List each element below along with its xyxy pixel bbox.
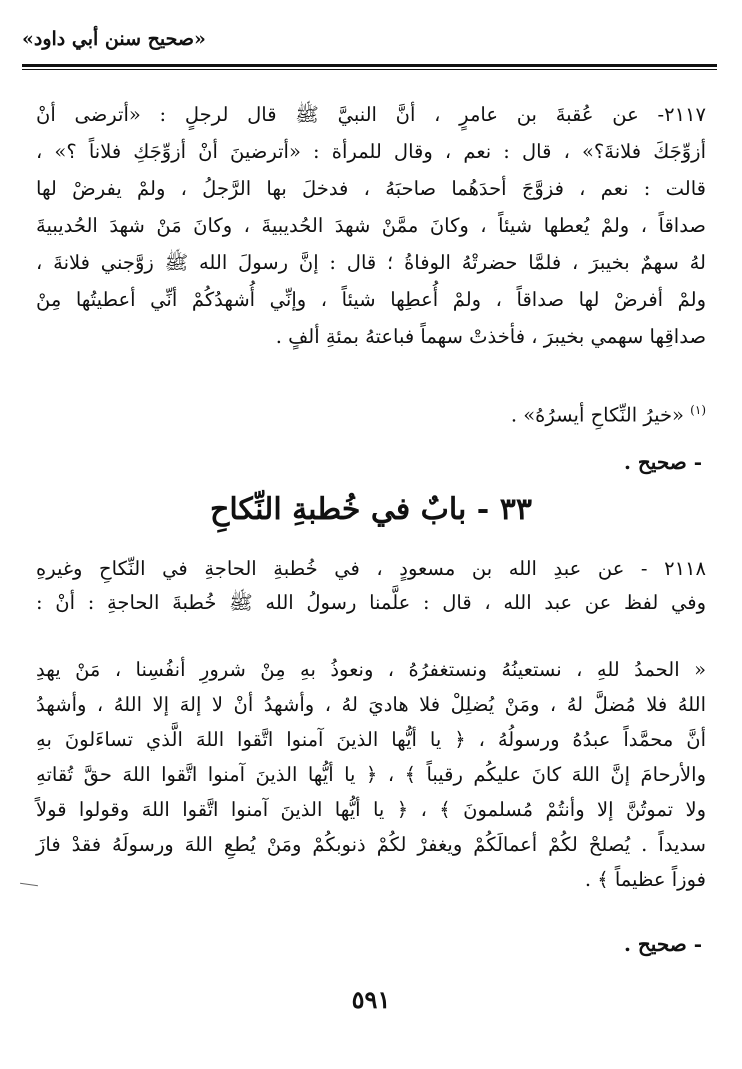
chapter-heading: ٣٣ - بابٌ في خُطبةِ النِّكاحِ — [210, 492, 532, 527]
hadith-line: لهُ سهمٌ بخيبرَ ، فلمَّا حضرتْهُ الوفاةُ ؛ قال : إنَّ رسولَ الله ﷺ زوَّجني فلانةَ ، — [36, 251, 706, 274]
sermon-line: سديداً . يُصلحْ لكُمْ أعمالَكُمْ ويغفرْ لكُمْ ذنوبكُمْ ومَنْ يُطعِ اللهَ ورسولَهُ فقدْ فازَ — [36, 833, 706, 856]
hadith-line: ٢١١٧- عن عُقبةَ بن عامرٍ ، أنَّ النبيَّ ﷺ قال لرجلٍ : «أترضى أنْ — [36, 103, 706, 126]
hadith-line: صداقاً ، ولمْ يُعطها شيئاً ، وكانَ ممَّنْ شهدَ الحُديبيةَ ، وكانَ مَنْ شهدَ الحُديبيةَ — [36, 214, 706, 237]
hadith-line: ولمْ أفرضْ لها صداقاً ، ولمْ أُعطِها شيئاً ، وإنِّي أُشهدُكُمْ أنِّي أعطيتُها مِنْ — [36, 288, 706, 311]
header-rule-thin — [22, 69, 717, 70]
hadith-line: صداقِها سهمي بخيبرَ ، فأخذتْ سهماً فباعتهُ بمئةِ ألفٍ . — [275, 325, 706, 348]
hadith-line: ٢١١٨ - عن عبدِ الله بن مسعودٍ ، في خُطبةِ الحاجةِ في النِّكاحِ وغيرهِ — [36, 557, 706, 580]
note-mark: (١) — [690, 403, 706, 417]
hadith-line: أزوِّجَكَ فلانةَ؟» ، قال : نعم ، وقال للمرأة : «أترضينَ أنْ أزوِّجَكِ فلاناً ؟» ، — [36, 140, 706, 163]
page-number: ٥٩١ — [351, 985, 391, 1014]
hadith-line: وفي لفظ عن عبد الله ، قال : علَّمنا رسولُ الله ﷺ خُطبةَ الحاجةِ : أنْ : — [36, 591, 706, 614]
sermon-line: أنَّ محمَّداً عبدُهُ ورسولُهُ ، ﴿ يا أيُّها الذينَ آمنوا اتَّقوا اللهَ الَّذي تساءَلونَ بهِ — [36, 728, 706, 751]
sermon-line: « الحمدُ للهِ ، نستعينُهُ ونستغفرُهُ ، ونعوذُ بهِ مِنْ شرورِ أنفُسِنا ، مَنْ يهدِ — [36, 658, 706, 681]
hadith-line: قالت : نعم ، فزوَّجَ أحدَهُما صاحبَهُ ، فدخلَ بها الرَّجلُ ، ولمْ يفرضْ لها — [36, 177, 706, 200]
sermon-line: اللهُ فلا مُضلَّ لهُ ، ومَنْ يُضلِلْ فلا هاديَ لهُ ، وأشهدُ أنْ لا إلهَ إلا اللهُ ، وأشهدُ — [36, 693, 706, 716]
sermon-of-need-text — [36, 652, 706, 897]
hadith-2118-grade: - صحيح . — [623, 932, 702, 956]
note-text: «خيرُ النِّكاحِ أيسرُهُ» . — [510, 403, 684, 427]
hadith-2117-note — [511, 403, 706, 427]
sermon-line: والأرحامَ إنَّ اللهَ كانَ عليكُم رقيباً ﴾ ، ﴿ يا أيُّها الذينَ آمنوا اتَّقوا اللهَ حقَّ تُقاتهِ — [36, 763, 706, 786]
hadith-2118 — [36, 552, 706, 620]
sermon-line: ولا تموتُنَّ إلا وأنتُمْ مُسلمونَ ﴾ ، ﴿ يا أيُّها الذينَ آمنوا اتَّقوا اللهَ وقولوا قولاً — [36, 798, 706, 821]
header-rule-thick — [22, 64, 717, 67]
hadith-2117-grade: - صحيح . — [623, 450, 702, 474]
hadith-2117 — [36, 96, 706, 355]
sermon-line: فوزاً عظيماً ﴾ . — [584, 868, 706, 891]
running-header-title: «صحيح سنن أبي داود» — [22, 28, 206, 50]
